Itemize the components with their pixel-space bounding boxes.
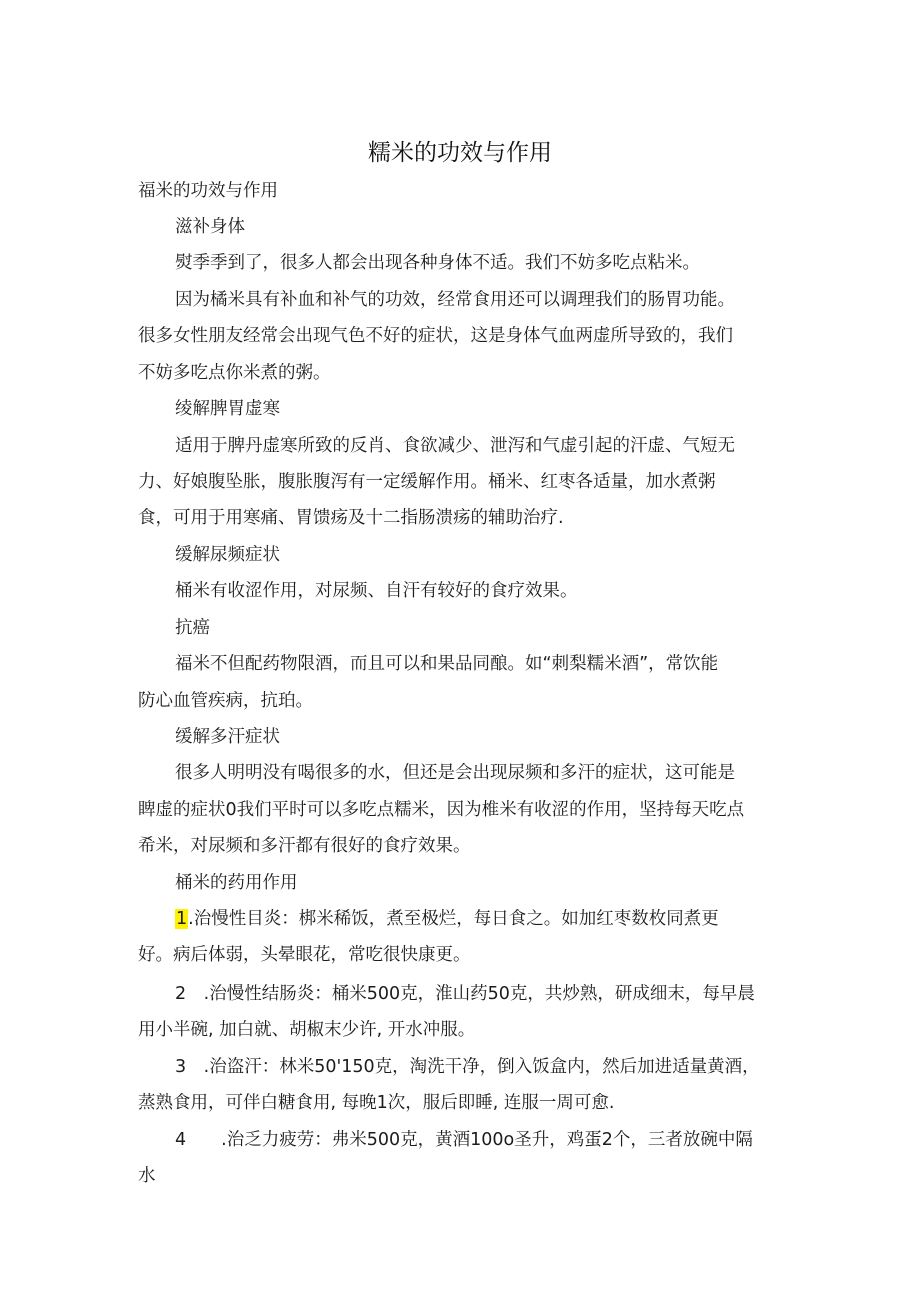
text-line: 希米，对尿频和多汗都有很好的食疗效果。 [138,836,471,856]
text-line: 力、好娘腹坠胀，腹胀腹泻有一定缓解作用。桶米、红枣各适量，加水煮粥 [138,472,716,492]
text-line: 很多女性朋友经常会出现气色不好的症状，这是身体气血两虚所导致的，我们 [138,326,733,346]
text-line: 睥虚的症状0我们平时可以多吃点糯米，因为椎米有收涩的作用，坚持每天吃点 [138,800,745,820]
section-heading: 抗癌 [175,618,210,638]
text-line: 防心血管疾病，抗珀。 [138,691,313,711]
section-heading: 绫解脾胃虚寒 [175,399,280,419]
text-line: 不妨多吃点你米煮的粥。 [138,363,331,383]
highlight-mark: 1 [176,909,188,929]
text-line: 好。病后体弱，头晕眼花，常吃很快康更。 [138,945,471,965]
text-line: 适用于脾丹虚寒所致的反肖、食欲减少、泄泻和气虚引起的汗虚、气短无 [175,436,735,456]
text-line: 福米的功效与作用 [138,181,278,201]
text-line: 熨季季到了，很多人都会出现各种身体不适。我们不妨多吃点粘米。 [175,253,700,273]
section-heading: 滋补身体 [175,217,245,237]
text-line: 食，可用于用寒痛、胃馈疡及十二指肠溃疡的辅助治疗. [138,508,564,528]
list-item-text: .治慢性目炎：梆米稀饭，煮至极烂，每日食之。如加红枣数枚同煮更 [188,909,719,929]
document-title: 糯米的功效与作用 [368,140,552,166]
list-item [175,906,719,932]
text-line: 蒸熟食用，可伴白糖食用, 每晚1次，服后即睡, 连服一周可愈. [138,1093,615,1113]
section-heading: 缓解尿频症状 [175,545,280,565]
list-item: 4 .治乏力疲劳：弗米500克，黄酒100o圣升，鸡蛋2个，三者放碗中隔 [175,1130,753,1150]
text-line: 水 [138,1166,156,1186]
text-line: 桶米有收涩作用，对尿频、自汗有较好的食疗效果。 [175,581,578,601]
text-line: 福米不但配药物限酒，而且可以和果品同酿。如“刺梨糯米酒”，常饮能 [175,654,719,674]
text-line: 用小半碗, 加白就、胡椒末少许, 开水冲服。 [138,1020,476,1040]
text-line: 很多人明明没有喝很多的水，但还是会出现尿频和多汗的症状，这可能是 [175,763,735,783]
list-item: 3 .治盗汗：林米50'150克，淘洗干净，倒入饭盒内，然后加进适量黄酒， [175,1057,760,1077]
section-heading: 缓解多汗症状 [175,727,280,747]
text-line: 因为橘米具有补血和补气的功效，经常食用还可以调理我们的肠胃功能。 [175,290,735,310]
list-item: 2 .治慢性结肠炎：桶米500克，淮山药50克，共炒熟，研成细末，每早晨 [175,984,755,1004]
section-heading: 桶米的药用作用 [175,873,298,893]
